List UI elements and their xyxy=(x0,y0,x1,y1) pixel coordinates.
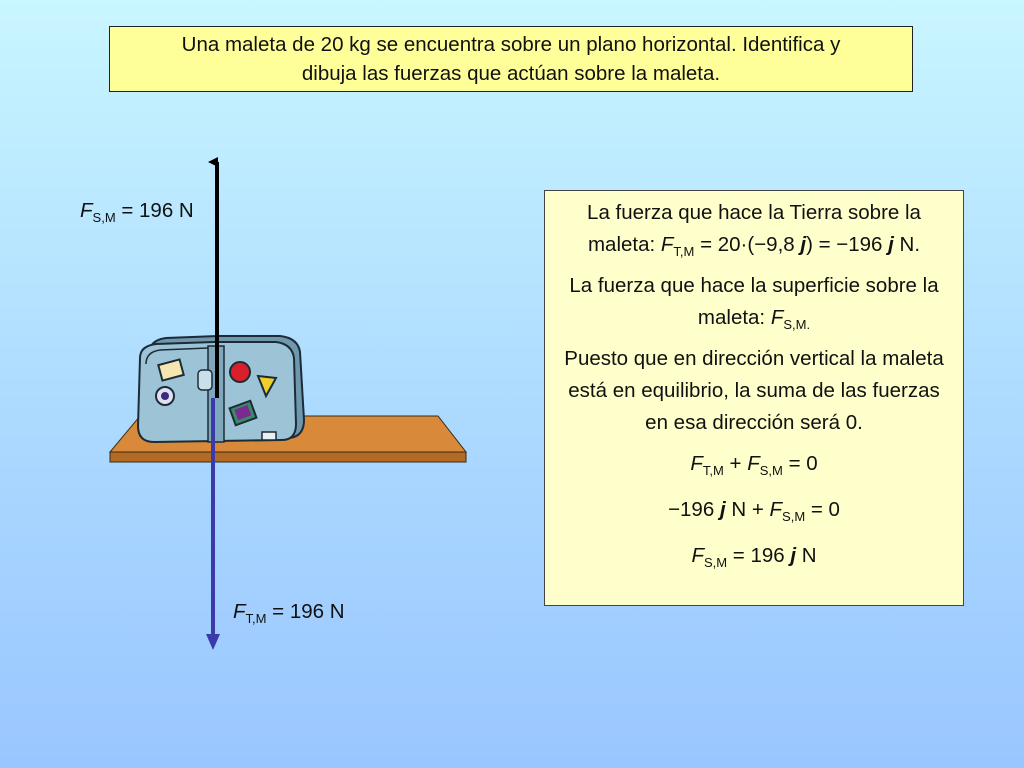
equation-result: $F_{S,M} = 196$ j N xyxy=(691,544,817,570)
suitcase-illustration xyxy=(138,336,304,442)
problem-line-2: dibuja las fuerzas que actúan sobre la maleta. xyxy=(301,62,721,85)
explanation-equilibrium: Puesto que en dirección vertical la maleta está en equilibrio, la suma de las fuerzas en esa dirección será 0. xyxy=(564,347,944,434)
explanation-weight: La fuerza que hace la Tierra sobre la maleta: $F_{T,M} = 20\cdot(-9,8$ j) = −196 j N. xyxy=(587,201,921,259)
problem-line-1: Una maleta de 20 kg se encuentra sobre un plano horizontal. Identifica y xyxy=(181,33,841,56)
explanation-panel xyxy=(544,190,964,606)
weight-force-label: $F_{T,M} = 196$ N xyxy=(233,600,345,626)
equation-sum: $F_{T,M} + F_{S,M} = 0$ xyxy=(690,452,818,478)
explanation-normal: La fuerza que hace la superficie sobre la maleta: $F_{S,M.}$ xyxy=(569,274,939,332)
equation-substituted: −196 j $N + F_{S,M} = 0$ xyxy=(668,498,840,524)
normal-force-label: $F_{S,M} = 196$ N xyxy=(80,199,194,225)
